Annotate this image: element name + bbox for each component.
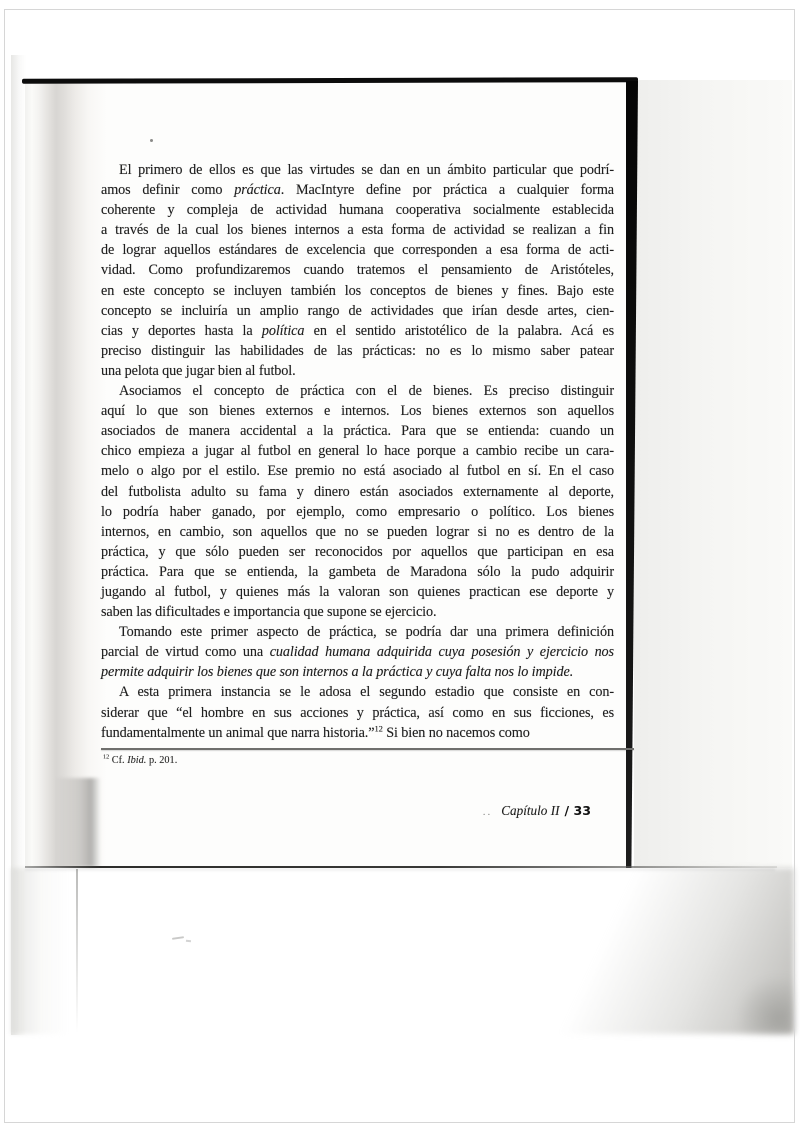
scan-shadow-corner bbox=[735, 975, 793, 1033]
text-line bbox=[101, 381, 614, 401]
scan-smudge-mark bbox=[172, 936, 184, 940]
text-line bbox=[101, 642, 614, 662]
text-segment: práctica bbox=[234, 182, 281, 199]
scan-shadow-bottom-left bbox=[11, 868, 69, 1034]
text-segment: práctica, y que sólo pueden ser reconocidos por aquellos que participan en esa bbox=[101, 543, 614, 560]
text-line bbox=[101, 361, 614, 381]
text-segment: en el sentido aristotélico de la palabra. Acá es bbox=[304, 322, 615, 339]
text-line bbox=[101, 301, 614, 321]
footnote-marker: 12 bbox=[374, 722, 383, 733]
text-line bbox=[101, 502, 614, 522]
text-line bbox=[101, 522, 614, 542]
text-segment: en este concepto se incluyen también los conceptos de bienes y fines. Bajo este bbox=[101, 282, 614, 299]
text-segment: chico empieza a jugar al futbol en general lo hace porque a cambio recibe un cara- bbox=[101, 443, 614, 460]
text-segment: cias y deportes hasta la bbox=[101, 322, 262, 339]
text-segment: p. 201. bbox=[146, 755, 178, 766]
footnote-marker: 12 bbox=[103, 753, 110, 761]
text-segment: concepto se incluiría un amplio rango de actividades que irían desde artes, cien- bbox=[101, 302, 614, 319]
text-line bbox=[101, 341, 614, 361]
text-line bbox=[101, 542, 614, 562]
text-line bbox=[101, 682, 614, 702]
page-number: / 33 bbox=[564, 803, 591, 818]
text-line bbox=[101, 461, 614, 481]
text-segment: cualidad humana adquirida cuya posesión y ejercicio nos bbox=[269, 644, 614, 661]
text-line bbox=[101, 180, 614, 200]
text-line bbox=[101, 562, 614, 582]
page-curl-shadow bbox=[55, 778, 101, 867]
text-segment: aquí lo que son bienes externos e internos. Los bienes externos son aquellos bbox=[101, 403, 614, 420]
text-segment: fundamentalmente un animal que narra historia.” bbox=[101, 724, 375, 741]
text-segment: de lograr aquellos estándares de excelencia que corresponden a esa forma de acti- bbox=[101, 242, 614, 259]
text-segment: siderar que “el hombre en sus acciones y práctica, así como en sus ficciones, es bbox=[101, 704, 614, 721]
text-line bbox=[101, 441, 614, 461]
footnote-separator bbox=[101, 748, 634, 750]
text-segment: Tomando este primer aspecto de práctica, se podría dar una primera definición bbox=[119, 624, 614, 641]
underpage-edge-line bbox=[76, 869, 78, 1033]
text-line bbox=[101, 200, 614, 220]
text-segment: El primero de ellos es que las virtudes se dan en un ámbito particular que podrí- bbox=[119, 162, 614, 178]
footnote bbox=[103, 754, 583, 767]
page-bottom-edge-shadow bbox=[25, 868, 775, 871]
text-segment: A esta primera instancia se le adosa el segundo estadio que consiste en con- bbox=[119, 684, 614, 701]
text-segment: del futbolista adulto su fama y dinero están asociados externamente al deporte, bbox=[101, 483, 614, 500]
text-segment: asociados de manera accidental a la práctica. Para que se entienda: cuando un bbox=[101, 423, 614, 440]
text-segment: internos, en cambio, son aquellos que no se pueden lograr si no es dentro de la bbox=[101, 523, 614, 540]
text-line bbox=[101, 220, 614, 240]
scan-background-right bbox=[634, 80, 792, 868]
footer-dots: .. bbox=[482, 806, 493, 818]
text-segment: Ibid. bbox=[127, 755, 147, 766]
text-segment: jugando al futbol, y quienes más la valoran son quienes practican ese deporte y bbox=[101, 583, 614, 600]
text-line bbox=[101, 401, 614, 421]
text-line bbox=[101, 321, 614, 341]
page-footer bbox=[351, 802, 591, 820]
text-segment: melo o algo por el estilo. Ese premio no está asociado al futbol en sí. En el caso bbox=[101, 463, 614, 480]
text-segment: lo podría haber ganado, por ejemplo, como empresario o político. Los bienes bbox=[101, 503, 614, 520]
text-segment: vidad. Como profundizaremos cuando tratemos el pensamiento de Aristóteles, bbox=[101, 262, 614, 279]
text-segment: práctica. Para que se entienda, la gambeta de Maradona sólo la pudo adquirir bbox=[101, 563, 614, 580]
text-segment: a través de la cual los bienes internos a esta forma de actividad se realizan a fin bbox=[101, 222, 614, 239]
chapter-label: Capítulo II bbox=[501, 803, 560, 818]
text-segment: Asociamos el concepto de práctica con el de bienes. Es preciso distinguir bbox=[119, 383, 614, 400]
text-line bbox=[101, 703, 614, 723]
text-line bbox=[101, 602, 614, 622]
text-line bbox=[101, 723, 614, 743]
text-line bbox=[101, 260, 614, 280]
text-line bbox=[101, 622, 614, 642]
text-line bbox=[101, 582, 614, 602]
text-line bbox=[101, 482, 614, 502]
text-segment: coherente y compleja de actividad humana cooperativa socialmente establecida bbox=[101, 202, 614, 219]
text-segment: preciso distinguir las habilidades de las prácticas: no es lo mismo saber patear bbox=[101, 342, 614, 359]
text-line bbox=[101, 662, 614, 682]
text-segment: saben las dificultades e importancia que supone se ejercicio. bbox=[101, 604, 437, 621]
text-segment: parcial de virtud como una bbox=[101, 644, 270, 661]
text-line bbox=[101, 281, 614, 301]
text-segment: . MacIntyre define por práctica a cualquier forma bbox=[280, 182, 614, 199]
text-line bbox=[101, 160, 614, 180]
text-segment: Cf. bbox=[109, 755, 128, 766]
text-segment: política bbox=[261, 322, 305, 339]
text-line bbox=[101, 421, 614, 441]
text-segment: una pelota que jugar bien al futbol. bbox=[101, 362, 296, 379]
scan-smudge-mark-2 bbox=[186, 940, 191, 942]
text-segment: Si bien no nacemos como bbox=[382, 724, 530, 741]
text-segment: permite adquirir los bienes que son internos a la práctica y cuya falta nos lo impide. bbox=[101, 664, 574, 681]
text-line bbox=[101, 240, 614, 260]
scan-smudge-dot bbox=[150, 139, 153, 142]
body-text-block bbox=[101, 160, 614, 743]
text-segment: amos definir como bbox=[101, 182, 235, 199]
